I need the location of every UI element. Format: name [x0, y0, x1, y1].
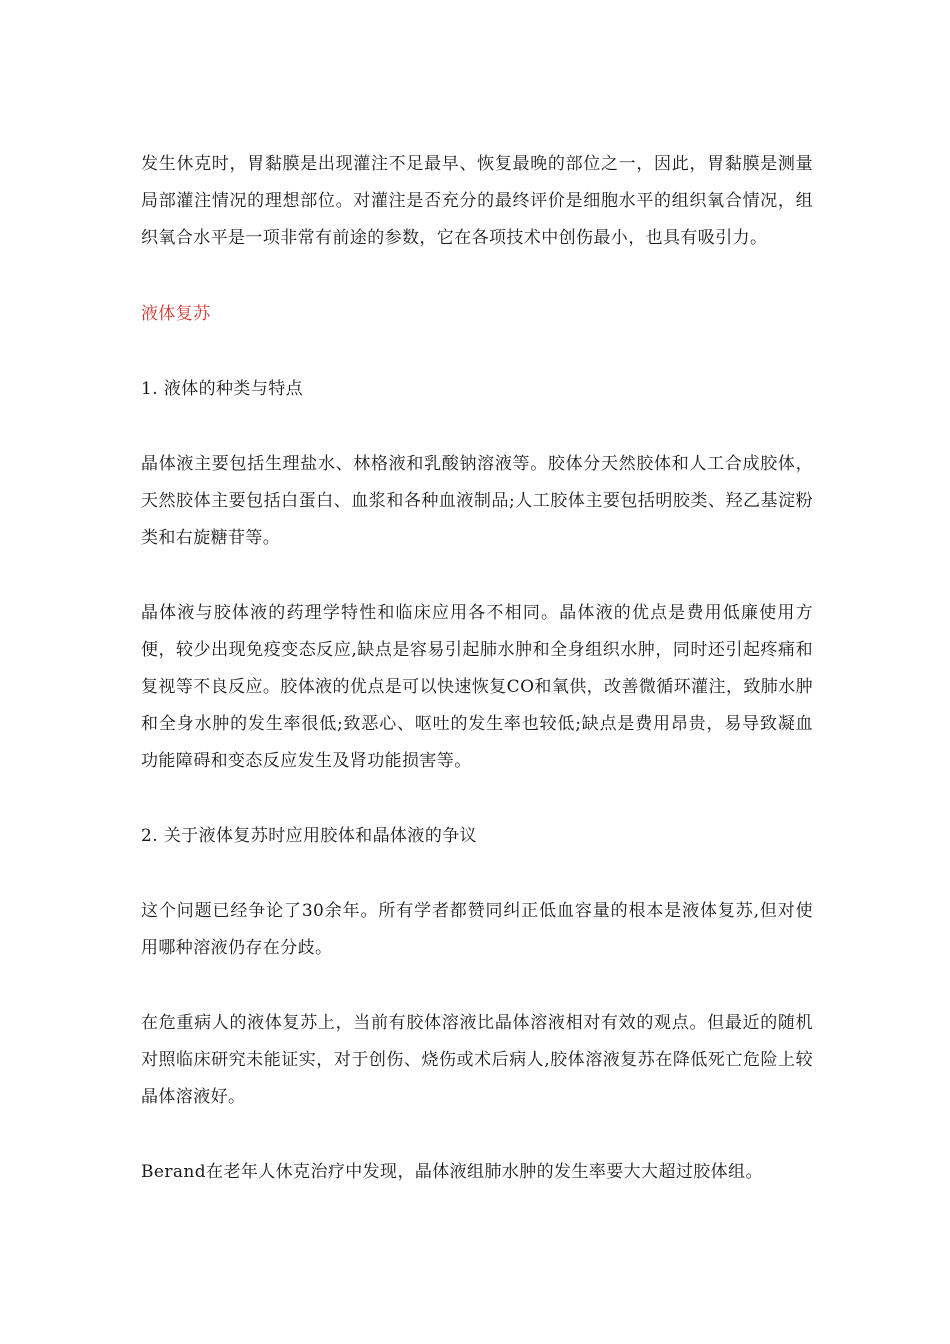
- document-page: [141, 146, 813, 1191]
- section-title: 液体复苏: [141, 304, 211, 324]
- subheading-controversy: 2. 关于液体复苏时应用胶体和晶体液的争议: [141, 826, 478, 846]
- paragraph-fluid-types: 晶体液主要包括生理盐水、林格液和乳酸钠溶液等。胶体分天然胶体和人工合成胶体，天然胶体主要包括白蛋白、血浆和各种血液制品;人工胶体主要包括明胶类、羟乙基淀粉类和右旋糖苷等。: [141, 454, 813, 548]
- paragraph-berand: Berand在老年人休克治疗中发现，晶体液组肺水肿的发生率要大大超过胶体组。: [141, 1162, 763, 1182]
- paragraph-controversy: 这个问题已经争论了30余年。所有学者都赞同纠正低血容量的根本是液体复苏,但对使用哪种溶液仍存在分歧。: [141, 901, 813, 958]
- paragraph-fluid-comparison: 晶体液与胶体液的药理学特性和临床应用各不相同。晶体液的优点是费用低廉使用方便，较少出现免疫变态反应,缺点是容易引起肺水肿和全身组织水肿，同时还引起疼痛和复视等不良反应。胶体液的优点是可以快速恢复CO和氧供，改善微循环灌注，致肺水肿和全身水肿的发生率很低;致恶心、呕吐的发生率也较低;缺点是费用昂贵，易导致凝血功能障碍和变态反应发生及肾功能损害等。: [141, 603, 813, 771]
- intro-paragraph: 发生休克时，胃黏膜是出现灌注不足最早、恢复最晚的部位之一，因此，胃黏膜是测量局部灌注情况的理想部位。对灌注是否充分的最终评价是细胞水平的组织氧合情况，组织氧合水平是一项非常有前途的参数，它在各项技术中创伤最小，也具有吸引力。: [141, 154, 813, 248]
- subheading-fluid-types: 1. 液体的种类与特点: [141, 379, 304, 399]
- paragraph-critical-patients: 在危重病人的液体复苏上，当前有胶体溶液比晶体溶液相对有效的观点。但最近的随机对照临床研究未能证实，对于创伤、烧伤或术后病人,胶体溶液复苏在降低死亡危险上较晶体溶液好。: [141, 1013, 813, 1107]
